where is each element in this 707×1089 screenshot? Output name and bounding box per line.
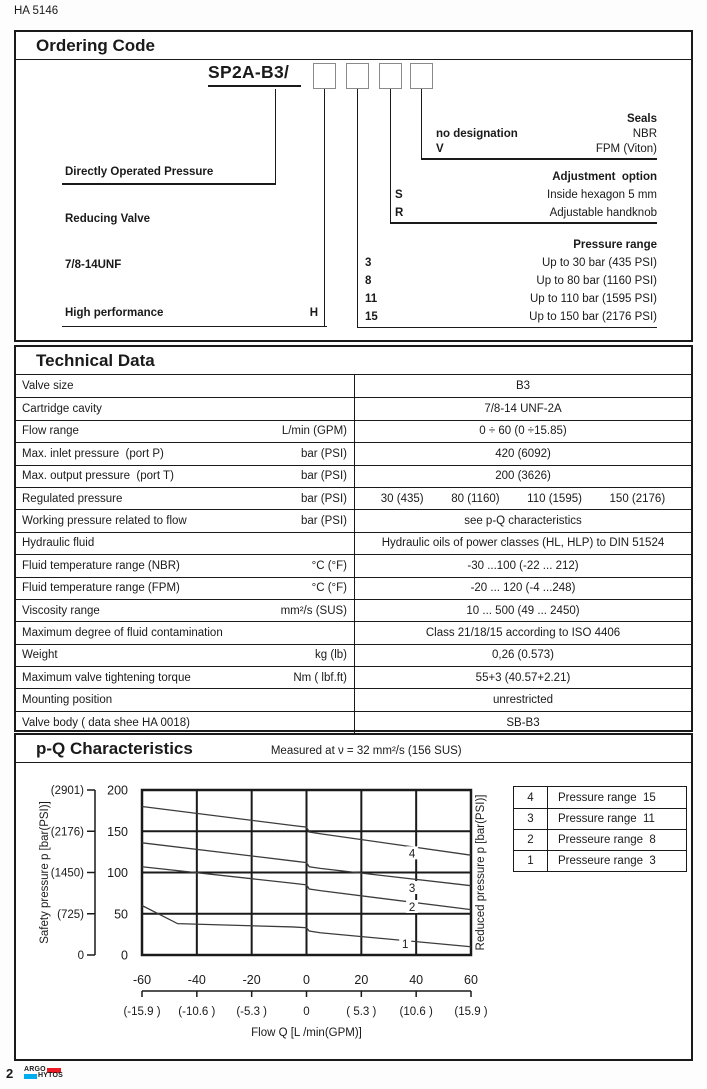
technical-row	[16, 711, 691, 733]
x-tick-label-gpm: (-15.9 )	[123, 1006, 161, 1018]
y-tick-label-psi: (2176)	[50, 826, 84, 839]
x-tick-label-lmin: 40	[409, 973, 424, 987]
technical-row-label: Valve size	[22, 380, 74, 393]
legend-curve-number: 2	[514, 830, 548, 850]
technical-row-value: Class 21/18/15 according to ISO 4406	[425, 626, 621, 639]
x-tick-label-lmin: -60	[132, 973, 152, 987]
ordering-code-title-text: Ordering Code	[36, 36, 156, 55]
pressure-range-option: 15 Up to 150 bar (2176 PSI)	[365, 311, 657, 323]
technical-row-label: Weight	[22, 649, 58, 662]
technical-row-value: Hydraulic oils of power classes (HL, HLP) to DIN 51524	[381, 537, 665, 550]
technical-row-label: Maximum degree of fluid contamination	[22, 626, 223, 639]
technical-row	[16, 666, 691, 688]
technical-row	[16, 397, 691, 419]
technical-row-value: 200 (3626)	[495, 470, 551, 483]
technical-row-label: Fluid temperature range (NBR)	[22, 559, 180, 572]
technical-row	[16, 532, 691, 554]
legend-curve-number: 1	[514, 851, 548, 871]
x-tick-label-gpm: (-5.3 )	[236, 1006, 268, 1018]
technical-row-value: SB-B3	[506, 716, 540, 729]
pressure-range-block	[365, 236, 657, 326]
technical-row	[16, 599, 691, 621]
y-tick-label-bar: 0	[121, 948, 128, 963]
seals-option: V FPM (Viton)	[436, 143, 657, 156]
technical-row-label: Fluid temperature range (FPM)	[22, 582, 180, 595]
y-tick-label-bar: 100	[107, 866, 128, 880]
technical-row-value: 55+3 (40.57+2.21)	[475, 671, 571, 684]
y-tick-label-bar: 50	[114, 907, 128, 922]
seals-option: no designation NBR	[436, 127, 657, 140]
document-code: HA 5146	[14, 5, 59, 17]
pressure-range-option: 8 Up to 80 bar (1160 PSI)	[365, 275, 657, 287]
connector-line-box3	[390, 89, 392, 223]
technical-row-label: Mounting position	[22, 694, 113, 707]
technical-row	[16, 442, 691, 464]
technical-row-unit: bar (PSI)	[300, 515, 347, 528]
ordering-code-title	[16, 32, 691, 60]
order-option-box-1	[313, 63, 336, 89]
technical-row-label: Working pressure related to flow	[22, 515, 187, 528]
technical-row-value: 0 ÷ 60 (0 ÷15.85)	[479, 425, 567, 438]
curve-label-1: 1	[401, 939, 409, 952]
order-option-box-3	[379, 63, 402, 89]
x-tick-label-gpm: 0	[303, 1006, 310, 1018]
underline-high-performance	[62, 326, 327, 328]
technical-table-body	[16, 375, 691, 733]
technical-row	[16, 487, 691, 509]
underline-seals	[421, 158, 658, 160]
technical-row-unit: L/min (GPM)	[281, 425, 347, 438]
technical-row-unit: bar (PSI)	[300, 492, 347, 505]
seals-block	[436, 112, 657, 158]
pq-legend-table	[513, 786, 687, 872]
technical-row-unit: bar (PSI)	[300, 470, 347, 483]
y-tick-label-psi: 0	[77, 950, 84, 962]
adjustment-option: S Inside hexagon 5 mm	[395, 189, 657, 201]
technical-row-label: Cartridge cavity	[22, 403, 102, 416]
underline-pressure-range	[357, 327, 658, 329]
technical-row-label: Flow range	[22, 425, 79, 438]
pressure-range-option: 3 Up to 30 bar (435 PSI)	[365, 257, 657, 269]
y-axis-title-left: Safety pressure p [bar(PSI)]	[39, 801, 51, 944]
adjustment-option: R Adjustable handknob	[395, 207, 657, 219]
connector-line-box2	[357, 89, 359, 327]
technical-row-label: Hydraulic fluid	[22, 537, 95, 550]
pq-subtitle: Measured at ν = 32 mm²/s (156 SUS)	[270, 745, 462, 757]
technical-row-label: Max. inlet pressure (port P)	[22, 447, 164, 460]
x-tick-label-gpm: (10.6 )	[399, 1006, 433, 1018]
technical-row-value: -30 ...100 (-22 ... 212)	[467, 559, 579, 572]
legend-row	[514, 787, 686, 808]
y-tick-label-psi: (2901)	[50, 785, 84, 797]
legend-label: Pressure range 11	[558, 813, 655, 825]
connector-line-box4	[421, 89, 423, 159]
y-tick-label-bar: 150	[107, 824, 128, 839]
technical-row-unit: °C (°F)	[311, 559, 347, 572]
technical-data-title-text: Technical Data	[36, 351, 155, 370]
pq-title	[16, 735, 691, 763]
model-code: SP2A-B3/	[208, 62, 301, 87]
technical-row	[16, 375, 691, 397]
legend-row	[514, 829, 686, 850]
high-performance-label: High performance	[65, 307, 164, 319]
x-tick-label-lmin: -40	[187, 973, 206, 987]
underline-adjustment	[390, 222, 658, 224]
x-axis-title: Flow Q [L /min(GPM)]	[251, 1027, 362, 1039]
technical-row-value: 7/8-14 UNF-2A	[484, 403, 562, 416]
ordering-diagram	[16, 60, 691, 342]
pq-title-text: p-Q Characteristics	[36, 739, 193, 758]
technical-row	[16, 509, 691, 531]
pressure-range-option: 11 Up to 110 bar (1595 PSI)	[365, 293, 657, 305]
pressure-range-header: Pressure range	[573, 239, 657, 251]
technical-row-unit: kg (lb)	[315, 649, 347, 662]
technical-row-label: Viscosity range	[22, 604, 100, 617]
product-line-3: 7/8-14UNF	[65, 259, 122, 271]
y-tick-label-psi: (1450)	[50, 867, 84, 880]
ordering-code-section	[14, 30, 693, 342]
pq-chart-area	[16, 763, 691, 1058]
logo-cyan-block	[24, 1074, 37, 1080]
technical-row-value: B3	[515, 380, 531, 393]
x-tick-label-lmin: 60	[464, 973, 478, 987]
legend-label: Presseure range 3	[558, 855, 656, 867]
page-number: 2	[6, 1066, 14, 1081]
legend-label: Pressure range 15	[558, 791, 656, 804]
x-tick-label-lmin: -20	[242, 973, 261, 987]
high-performance-row	[65, 307, 318, 319]
product-line-1: Directly Operated Pressure	[65, 166, 214, 178]
technical-row	[16, 577, 691, 599]
legend-row	[514, 808, 686, 829]
technical-row-value: unrestricted	[492, 694, 554, 707]
technical-row-value: 30 (435) 80 (1160) 110 (1595) 150 (2176)	[380, 492, 666, 505]
technical-row-label: Valve body ( data shee HA 0018)	[22, 716, 190, 729]
x-tick-label-gpm: (-10.6 )	[178, 1006, 216, 1018]
x-tick-label-lmin: 0	[303, 973, 310, 987]
connector-line-model	[275, 89, 277, 183]
y-axis-title-right: Reduced pressure p [bar(PSI)]	[475, 794, 487, 951]
y-tick-label-psi: (725)	[57, 908, 84, 921]
x-tick-label-gpm: ( 5.3 )	[346, 1006, 377, 1018]
logo-argo-text: ARGO	[24, 1066, 46, 1073]
technical-row	[16, 420, 691, 442]
order-option-box-2	[346, 63, 369, 89]
product-line-2: Reducing Valve	[65, 212, 151, 225]
technical-row	[16, 688, 691, 710]
order-option-box-4	[410, 63, 433, 89]
technical-row-value: 10 ... 500 (49 ... 2450)	[466, 604, 580, 617]
technical-data-title	[16, 347, 691, 375]
y-tick-label-bar: 200	[107, 783, 128, 798]
seals-header: Seals	[626, 112, 657, 125]
legend-label: Presseure range 8	[558, 834, 656, 846]
curve-label-2: 2	[408, 901, 416, 914]
x-tick-label-gpm: (15.9 )	[454, 1006, 488, 1018]
technical-row-label: Max. output pressure (port T)	[22, 470, 174, 483]
technical-row	[16, 465, 691, 487]
technical-row	[16, 644, 691, 666]
legend-curve-number: 3	[514, 809, 548, 829]
product-description	[65, 134, 213, 305]
technical-row-unit: bar (PSI)	[300, 447, 347, 460]
technical-row-unit: mm²/s (SUS)	[280, 604, 347, 617]
technical-row-value: -20 ... 120 (-4 ...248)	[470, 582, 576, 595]
technical-data-section	[14, 345, 693, 732]
technical-row-unit: Nm ( lbf.ft)	[293, 671, 347, 684]
adjustment-header: Adjustment option	[552, 171, 657, 183]
technical-row	[16, 554, 691, 576]
technical-row-unit: °C (°F)	[311, 582, 347, 595]
curve-label-4: 4	[408, 848, 416, 861]
technical-row-label: Maximum valve tightening torque	[22, 671, 191, 684]
technical-row-value: see p-Q characteristics	[464, 515, 582, 528]
high-performance-code: H	[309, 307, 318, 319]
technical-row-value: 420 (6092)	[495, 447, 551, 460]
technical-row-label: Regulated pressure	[22, 492, 123, 505]
legend-curve-number: 4	[514, 787, 548, 808]
logo-argo-hytos	[24, 1067, 63, 1079]
technical-row-value: 0,26 (0.573)	[491, 649, 554, 662]
pq-characteristics-section	[14, 733, 693, 1061]
adjustment-option-block	[395, 168, 657, 222]
technical-row	[16, 621, 691, 643]
legend-row	[514, 850, 686, 871]
logo-hytos-text: HYTOS	[38, 1072, 63, 1079]
curve-label-3: 3	[408, 883, 416, 895]
x-tick-label-lmin: 20	[354, 973, 369, 987]
connector-line-box1	[324, 89, 326, 326]
